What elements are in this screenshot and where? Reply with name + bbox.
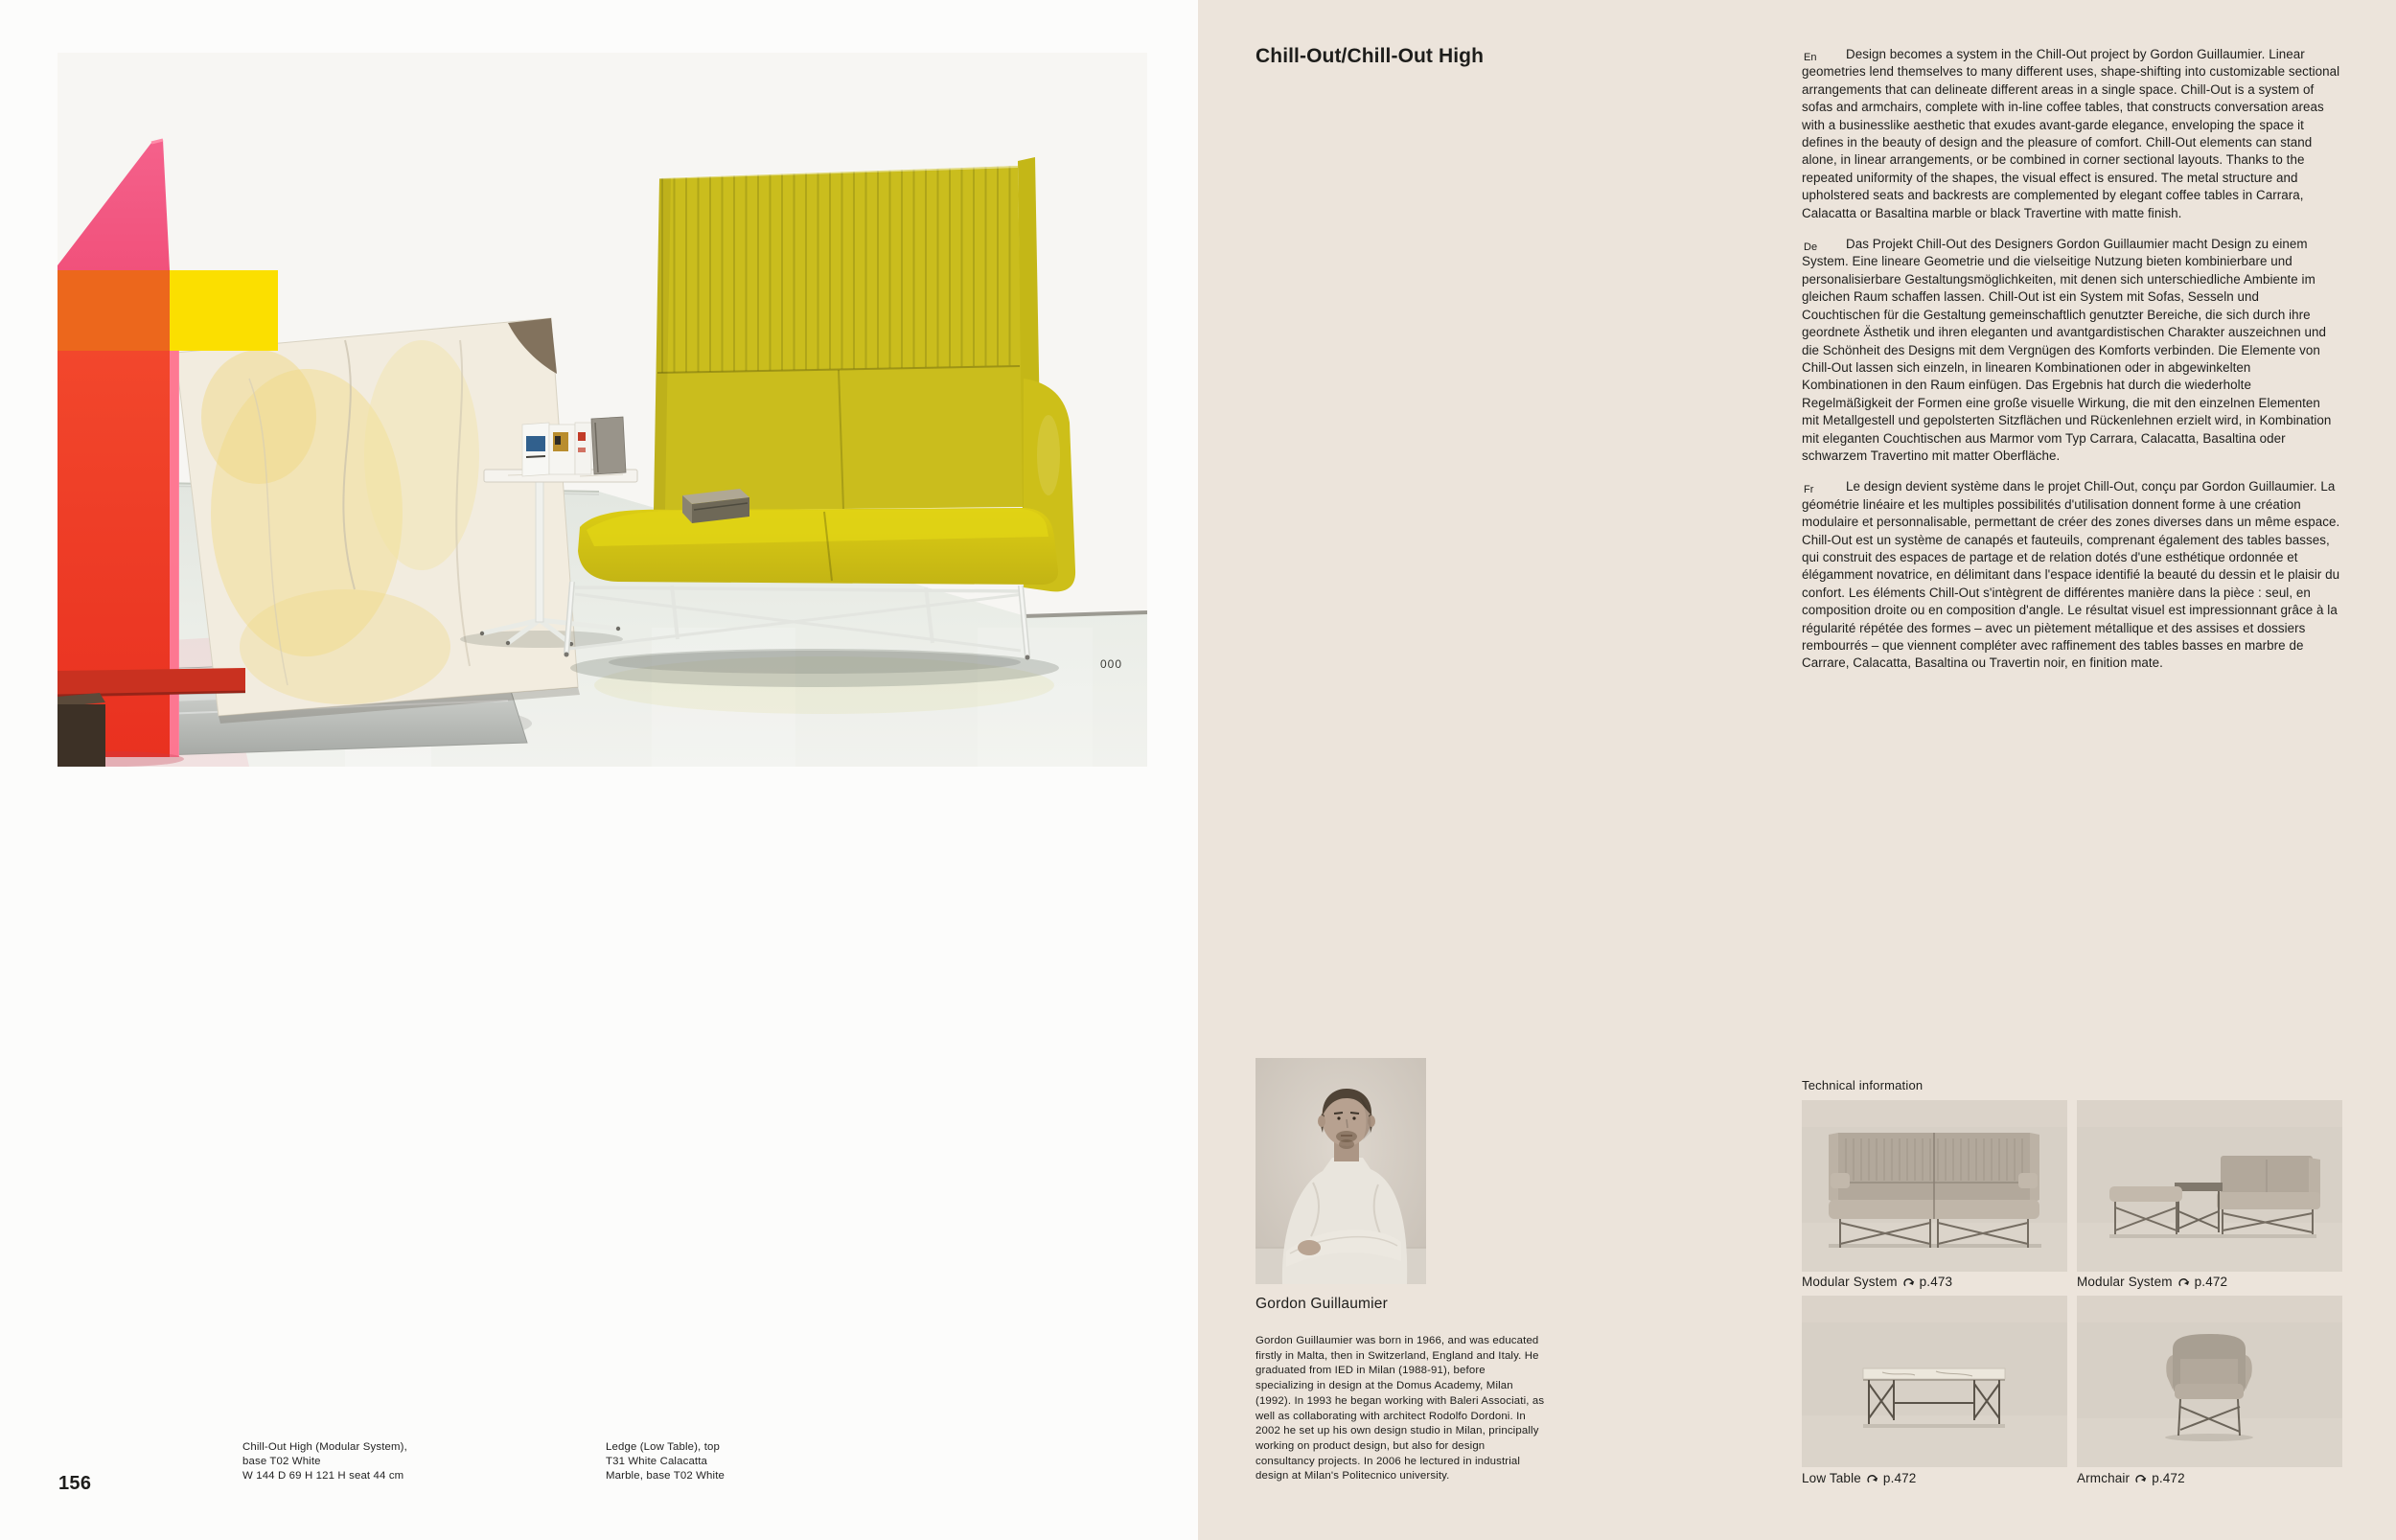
tech-label-page: p.472 <box>2152 1471 2185 1485</box>
caption-line: T31 White Calacatta <box>606 1456 708 1468</box>
designer-bio: Gordon Guillaumier was born in 1966, and was educated firstly in Malta, then in Switzerland, England and Italy. He graduated from IED in Milan (1988-91), before specializing in design at the Domus Academy, Milan (1992). In 1993 he began working with Baleri Associati, as well as collaborating with architect Rodolfo Dordoni. In 2002 he set up his own design studio in Milan, principally working on product design, but also for design consultancy projects. In 2006 he lectured in industrial design at Milan's Politecnico university. <box>1256 1335 1545 1483</box>
modular-system-high-illustration <box>1802 1100 2067 1272</box>
page-ref-arrow-icon <box>1866 1472 1878 1484</box>
tech-label-page: p.473 <box>1919 1275 1953 1289</box>
designer-portrait <box>1256 1058 1426 1284</box>
caption-line: base T02 White <box>242 1456 321 1468</box>
caption-line: Chill-Out High (Modular System), <box>242 1441 407 1453</box>
paragraph-en <box>1802 46 2340 222</box>
page-ref-arrow-icon <box>2134 1472 2147 1484</box>
paragraph-text-de: Das Projekt Chill-Out des Designers Gordon Guillaumier macht Design zu einem System. Eine lineare Geometrie und die vielseitige Nutzung bieten kombinierbare und personalisierbare Gestaltungsmöglichkeiten, mit denen sich unterschiedliche Ambiente im gleichen Raum schaffen lassen. Chill-Out ist ein System mit Sofas, Sesseln und Couchtischen für die Gestaltung gemeinschaftlich genutzter Bereiche, die sich durch ihre geordnete Ästhetik und ihren eleganten und avantgardistischen Charakter auszeichnen und die Schönheit des Designs mit dem Vergnügen des Komforts verbinden. Die Elemente von Chill-Out lassen sich einzeln, in linearen Kombinationen oder in abgewinkelten Kombinationen in den Raum einfügen. Das Ergebnis hat durch die wiederholte Regelmäßigkeit der Formen eine große visuelle Wirkung, die mit den einzelnen Elementen mit Metallgestell und gepolsterten Sitzflächen und Rückenlehnen erzielt wird, in Kombination mit eleganten Couchtischen aus Marmor vom Typ Carrara, Calacatta, Basaltina oder schwarzem Travertino mit matter Oberfläche. <box>1802 237 2332 463</box>
tech-label-text: Armchair <box>2077 1471 2131 1485</box>
tech-label-text: Modular System <box>2077 1275 2173 1289</box>
tech-thumb-modular-system-high <box>1802 1100 2067 1272</box>
language-label-en: En <box>1804 52 1817 63</box>
photo-marker: 000 <box>1100 657 1123 671</box>
caption-line: Marble, base T02 White <box>606 1470 726 1483</box>
photo-caption-sofa <box>242 1440 407 1484</box>
tech-label-modular-system-high <box>1802 1275 1952 1289</box>
modular-system-low-illustration <box>2077 1100 2342 1272</box>
tech-label-modular-system-low <box>2077 1275 2227 1289</box>
technical-info-heading: Technical information <box>1802 1078 1924 1092</box>
tech-thumb-modular-system-low <box>2077 1100 2342 1272</box>
page-number: 156 <box>58 1473 92 1494</box>
tech-label-page: p.472 <box>2194 1275 2228 1289</box>
paragraph-text-fr: Le design devient système dans le projet Chill-Out, conçu par Gordon Guillaumier. La géométrie linéaire et les multiples possibilités d'utilisation donnent forme à une création modulaire et personnalisable, permettant de créer des zones diverses dans un même espace. Chill-Out est un système de canapés et fauteuils, comprenant également des tables basses, qui construit des espaces de partage et de relation dotés d'une esthétique ordonnée et élégamment novatrice, en délimitant dans l'espace identifié la beauté du dessin et le plaisir du confort. Les éléments Chill-Out s'intègrent de différentes manière dans la pièce : seul, en composition droite ou en composition d'angle. Le résultat visuel est impressionnant grâce à la régularité répétée des formes – avec un piètement métallique et des assises et dossiers rembourrés – que viennent compléter avec raffinement des tables basses en marbre de Carrare, Calacatta, Basaltina ou Travertin noir, en finition mate. <box>1802 479 2340 671</box>
language-label-de: De <box>1804 241 1818 254</box>
low-table-illustration <box>1802 1296 2067 1467</box>
page-ref-arrow-icon <box>2177 1276 2190 1288</box>
tech-thumb-armchair <box>2077 1296 2342 1467</box>
product-photo <box>58 53 1147 767</box>
tech-label-text: Low Table <box>1802 1471 1861 1485</box>
designer-name: Gordon Guillaumier <box>1256 1296 1388 1312</box>
tech-label-armchair <box>2077 1471 2185 1485</box>
tech-label-low-table <box>1802 1471 1916 1485</box>
tech-label-text: Modular System <box>1802 1275 1898 1289</box>
page-title: Chill-Out/Chill-Out High <box>1256 45 1485 67</box>
paragraph-de <box>1802 236 2340 465</box>
caption-line: Ledge (Low Table), top <box>606 1441 720 1453</box>
tech-label-page: p.472 <box>1882 1471 1917 1485</box>
page-ref-arrow-icon <box>1902 1276 1915 1288</box>
paragraph-text-en: Design becomes a system in the Chill-Out project by Gordon Guillaumier. Linear geometries lend themselves to many different uses, shape-shifting into customizable sectional arrangements that can delineate different areas in a single space. Chill-Out is a system of sofas and armchairs, complete with in-line coffee tables, that constructs conversation areas with a businesslike aesthetic that exudes avant-garde elegance, enveloping the space it defines in the beauty of design and the pleasure of comfort. Chill-Out elements can stand alone, in linear arrangements, or be combined in corner sectional layouts. Thanks to the repeated uniformity of the shapes, the visual effect is ensured. The metal structure and upholstered seats and backrests are complemented by elegant coffee tables in Carrara, Calacatta or Basaltina marble or black Travertine with matte finish. <box>1802 47 2340 220</box>
portrait-illustration <box>1256 1058 1426 1284</box>
photo-caption-table <box>606 1440 725 1484</box>
language-label-fr: Fr <box>1804 484 1814 496</box>
caption-line: W 144 D 69 H 121 H seat 44 cm <box>242 1470 404 1483</box>
showroom-scene-illustration <box>58 53 1147 767</box>
description-column <box>1802 46 2340 686</box>
right-page <box>1198 0 2396 1540</box>
tech-thumb-low-table <box>1802 1296 2067 1467</box>
armchair-illustration <box>2077 1296 2342 1467</box>
paragraph-fr <box>1802 478 2340 672</box>
